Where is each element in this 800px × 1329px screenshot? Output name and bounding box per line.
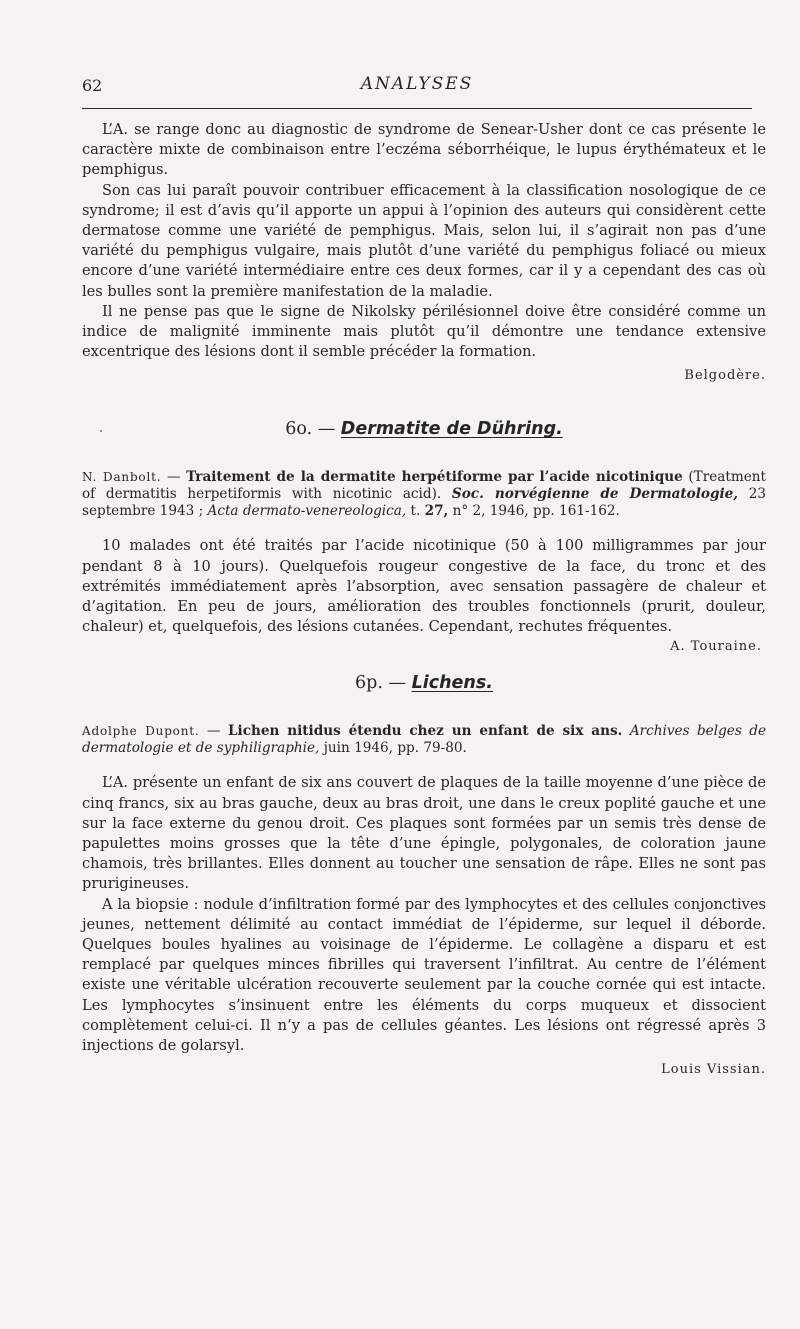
article-body [82,120,766,1087]
ref-translation: (Treatment of dermatitis herpetiformis with nicotinic acid). [82,469,767,503]
section-title: Dermatite de Dühring. [340,419,563,440]
reference-dupont [82,723,766,757]
ref-journal: Archives belges de dermatologie et de syphiligraphie, [82,723,766,757]
section-heading-duhring [82,417,766,441]
ref-dash: — [161,469,187,486]
section-title: Lichens. [411,673,493,694]
ref-source-society: Soc. norvégienne de Dermatologie, [451,486,739,503]
section-heading-lichens [82,671,766,695]
running-title: ANALYSES [360,74,474,94]
ref-date: 23 septembre 1943 ; [82,486,767,520]
signature-belgodere: Belgodère. [684,368,766,384]
signature-vissian: Louis Vissian. [661,1062,766,1078]
ref-volume: 27, [424,503,449,520]
page-number: 62 [82,76,103,95]
section2-text: 10 malades ont été traités par l’acide nicotinique (50 à 100 milligrammes par jour pendant 8 à 10 jours). Quelquefois rougeur congestive de la face, du tronc et des extrémités immédiatement après l’absorption, avec sensation passagère de chaleur et d’agitation. En peu de jours, amélioration des troubles fonctionnels (prurit, douleur, chaleur) et, quelquefois, des lésions cutanées. Cependant, rechutes fréquentes. [82,537,766,636]
section1-paragraph-2: Son cas lui paraît pouvoir contribuer efficacement à la classification nosologique de ce syndrome; il est d’avis qu’il apporte un appui à l’opinion des auteurs qui considèrent cette dermatose comme une variété de pemphigus. Mais, selon lui, il s’agirait non pas d’une variété du pemphigus vulgaire, mais plutôt d’une variété du pemphigus foliacé ou mieux encore d’une variété intermédiaire entre ces deux formes, car il y a cependant des cas où les bulles sont la première manifestation de la maladie. [82,181,766,300]
ref-journal: Acta dermato-venereologica, [207,503,407,520]
ref-tome: t. [406,503,425,520]
ref-title: Lichen nitidus étendu chez un enfant de six ans. [227,723,623,740]
section1-paragraph-3: Il ne pense pas que le signe de Nikolsky périlésionnel doive être considéré comme un indice de malignité imminente mais plutôt qu’il démontre une tendance extensive excentrique des lésions dont il semble précéder la formation. [82,302,766,361]
ref-author: Adolphe Dupont. [82,724,200,739]
section3-paragraph-1: L’A. présente un enfant de six ans couvert de plaques de la taille moyenne d’une pièce de cinq francs, six au bras gauche, deux au bras droit, une dans le creux poplité gauche et une sur la face externe du genou droit. Ces plaques sont formées par un semis très dense de papulettes moins grosses que la tête d’une épingle, polygonales, de coloration jaune chamois, très brillantes. Elles donnent au toucher une sensation de râpe. Elles ne sont pas prurigineuses. [82,774,766,893]
ref-dash: — [199,723,228,740]
section2-paragraph-1 [82,536,766,655]
reference-danbolt [82,469,766,520]
ref-title: Traitement de la dermatite herpétiforme par l’acide nicotinique [186,469,683,486]
ref-author: N. Danbolt. [82,470,162,485]
section-number: 6p. — [355,673,406,694]
section1-paragraph-1: L’A. se range donc au diagnostic de syndrome de Senear-Usher dont ce cas présente le caractère mixte de combinaison entre l’eczéma séborrhéique, le lupus érythémateux et le pemphigus. [82,121,766,179]
section-number: 6o. — [285,419,336,440]
running-header [82,64,752,109]
ref-issue: n° 2, 1946, pp. 161-162. [448,503,620,520]
signature-touraine: A. Touraine. [670,639,762,655]
ref-date: juin 1946, pp. 79-80. [319,740,467,757]
section3-paragraph-2: A la biopsie : nodule d’infiltration formé par des lymphocytes et des cellules conjonctives jeunes, nettement délimité au contact immédiat de l’épiderme, sur lequel il déborde. Quelques boules hyalines au voisinage de l’épiderme. Le collagène a disparu et est remplacé par quelques minces fibrilles qui traversent l’infiltrat. Au centre de l’élément existe une véritable ulcération recouverte seulement par la couche cornée qui est intacte. Les lymphocytes s’insinuent entre les éléments du corps muqueux et dissocient complètement celui-ci. Il n’y a pas de cellules géantes. Les lésions ont régressé après 3 injections de golarsyl. [82,895,766,1055]
